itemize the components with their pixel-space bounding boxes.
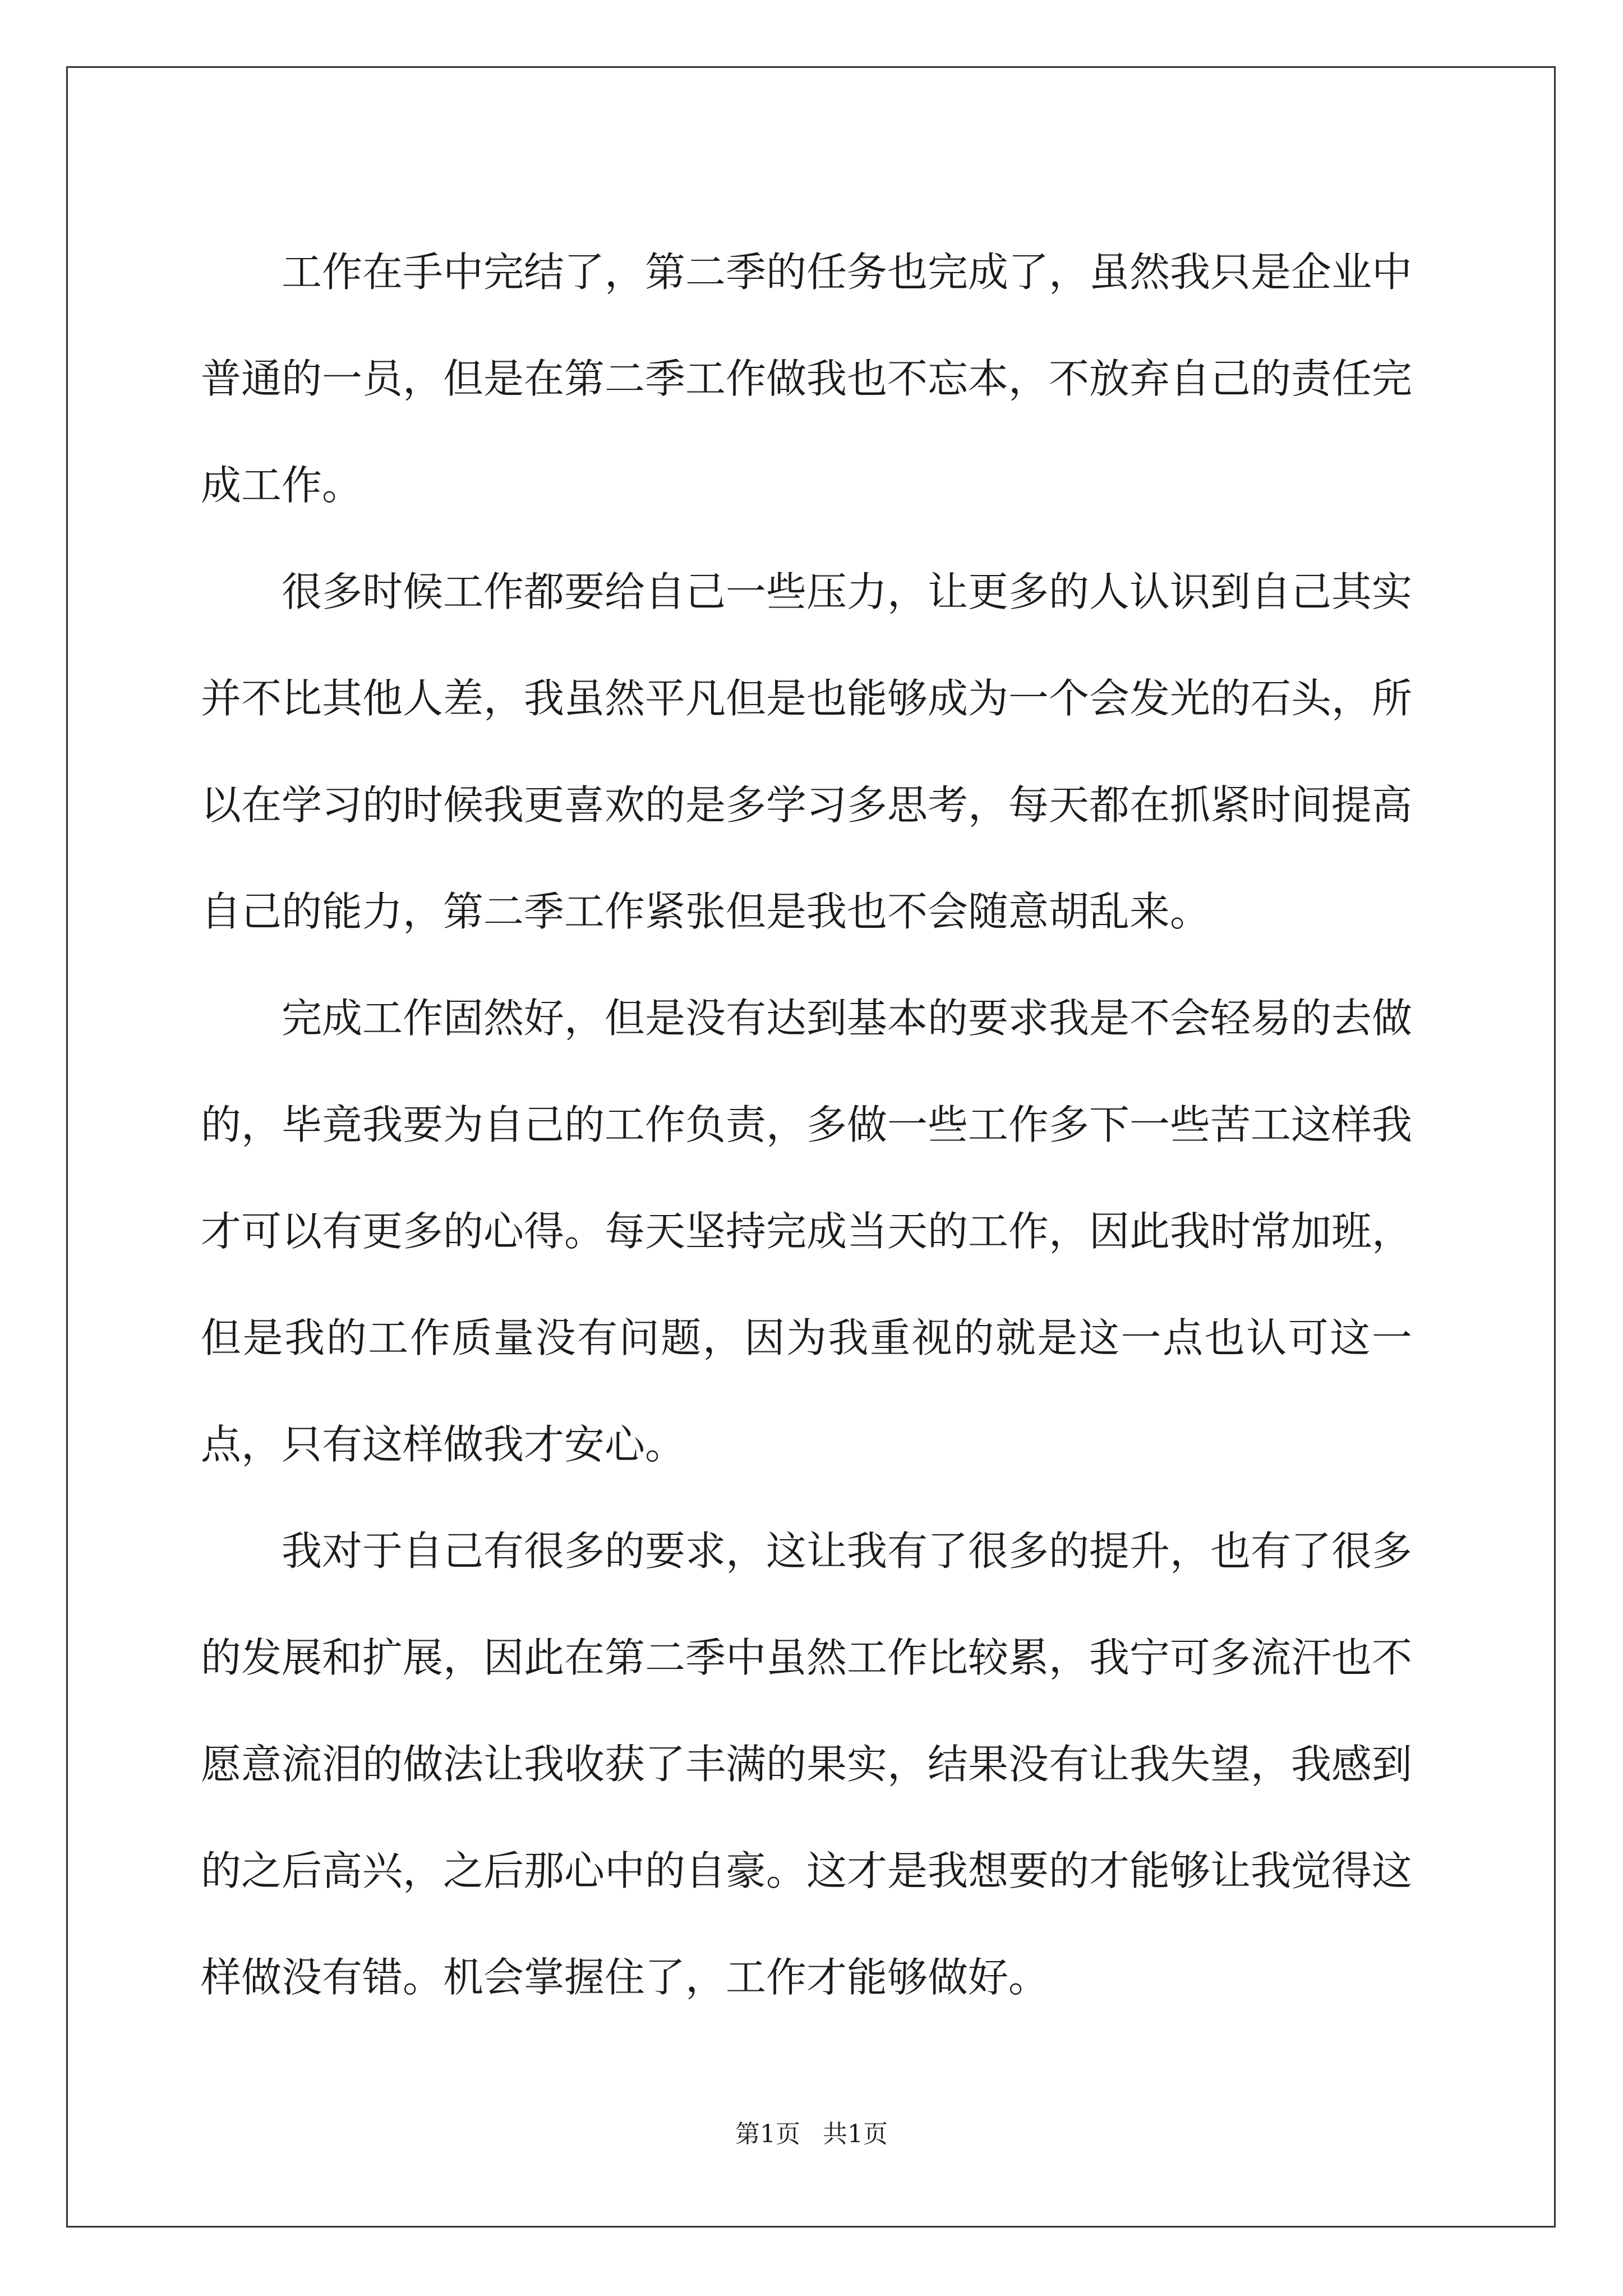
paragraph-1: 工作在手中完结了，第二季的任务也完成了，虽然我只是企业中普通的一员，但是在第二季工作做我也不忘本，不放弃自己的责任完成工作。 [201,249,1413,509]
paragraph-4: 我对于自己有很多的要求，这让我有了很多的提升，也有了很多的发展和扩展，因此在第二季中虽然工作比较累，我宁可多流汗也不愿意流泪的做法让我收获了丰满的果实，结果没有让我失望，我感到的之后高兴，之后那心中的自豪。这才是我想要的才能够让我觉得这样做没有错。机会掌握住了，工作才能够做好。 [201,1527,1413,2001]
page-total: 共1页 [823,2120,888,2148]
page-footer [0,2118,1623,2151]
paragraph-2: 很多时候工作都要给自己一些压力，让更多的人认识到自己其实并不比其他人差，我虽然平凡但是也能够成为一个会发光的石头，所以在学习的时候我更喜欢的是多学习多思考，每天都在抓紧时间提高自己的能力，第二季工作紧张但是我也不会随意胡乱来。 [201,568,1413,935]
document-body [201,219,1412,2031]
paragraph-3: 完成工作固然好，但是没有达到基本的要求我是不会轻易的去做的，毕竟我要为自己的工作负责，多做一些工作多下一些苦工这样我才可以有更多的心得。每天坚持完成当天的工作，因此我时常加班，但是我的工作质量没有问题，因为我重视的就是这一点也认可这一点，只有这样做我才安心。 [201,995,1413,1468]
page-number: 第1页 [735,2120,800,2148]
